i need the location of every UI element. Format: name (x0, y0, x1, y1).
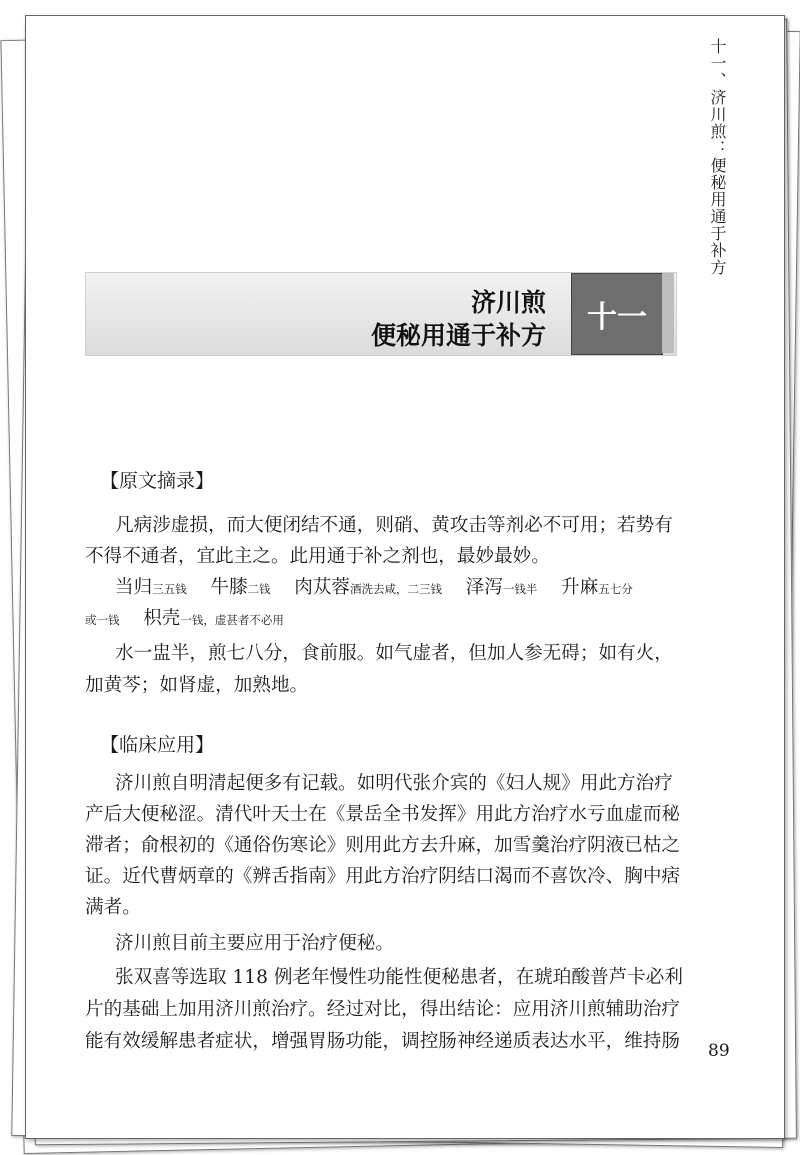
herb-list-line (85, 608, 284, 631)
page-number: 89 (708, 1041, 730, 1061)
herb-name: 泽泻 (465, 577, 503, 598)
running-header: 十一、济川煎：便秘用通于补方 (708, 38, 727, 276)
herb-dose: 二钱 (247, 582, 271, 596)
text-line: 张双喜等选取 118 例老年慢性功能性便秘患者，在琥珀酸普芦卡必利 (115, 967, 683, 988)
herb-dose: 三五钱 (152, 582, 187, 596)
text-line: 济川煎自明清起便多有记载。如明代张介宾的《妇人规》用此方治疗 (115, 773, 673, 794)
text-line: 证。近代曹炳章的《辨舌指南》用此方治疗阴结口渴而不喜饮冷、胸中痞 (85, 866, 681, 887)
herb-dose: 五七分 (598, 582, 633, 596)
herb-name: 肉苁蓉 (294, 577, 351, 598)
text-line: 滞者；俞根初的《通俗伤寒论》则用此方去升麻，加雪羹治疗阴液已枯之 (85, 835, 681, 856)
chapter-title-line1: 济川煎 (470, 288, 546, 317)
herb-dose: 一钱，虚甚者不必用 (180, 613, 284, 627)
herb-dose: 一钱半 (502, 582, 538, 596)
text-line: 不得不通者，宜此主之。此用通于补之剂也，最妙最妙。 (85, 546, 550, 567)
herb-list-line (115, 577, 633, 600)
herb-name: 当归 (115, 577, 153, 598)
chapter-banner (85, 272, 677, 356)
herb-dose: 酒洗去咸，二三钱 (350, 582, 443, 596)
chapter-number: 十一 (571, 273, 663, 355)
text-line: 凡病涉虚损，而大便闭结不通，则硝、黄攻击等剂必不可用；若势有 (115, 515, 673, 536)
herb-name: 枳壳 (143, 608, 181, 629)
chapter-title-line2: 便秘用通于补方 (370, 321, 546, 350)
herb-name: 牛膝 (210, 577, 248, 598)
herb-name: 升麻 (561, 577, 599, 598)
text-line: 水一盅半，煎七八分，食前服。如气虚者，但加人参无碍；如有火， (115, 643, 673, 664)
herb-dose: 或一钱 (85, 613, 120, 627)
text-line: 满者。 (85, 897, 141, 918)
section-heading: 【临床应用】 (100, 734, 215, 756)
text-line: 能有效缓解患者症状，增强胃肠功能，调控肠神经递质表达水平，维持肠 (85, 1031, 681, 1052)
chapter-number-edge (662, 273, 674, 353)
text-line: 济川煎目前主要应用于治疗便秘。 (115, 933, 394, 954)
text-line: 片的基础上加用济川煎治疗。经过对比，得出结论：应用济川煎辅助治疗 (85, 999, 681, 1020)
section-heading: 【原文摘录】 (100, 470, 215, 492)
text-line: 加黄芩；如肾虚，加熟地。 (85, 675, 309, 696)
text-line: 产后大便秘涩。清代叶天士在《景岳全书发挥》用此方治疗水亏血虚而秘 (85, 804, 681, 825)
